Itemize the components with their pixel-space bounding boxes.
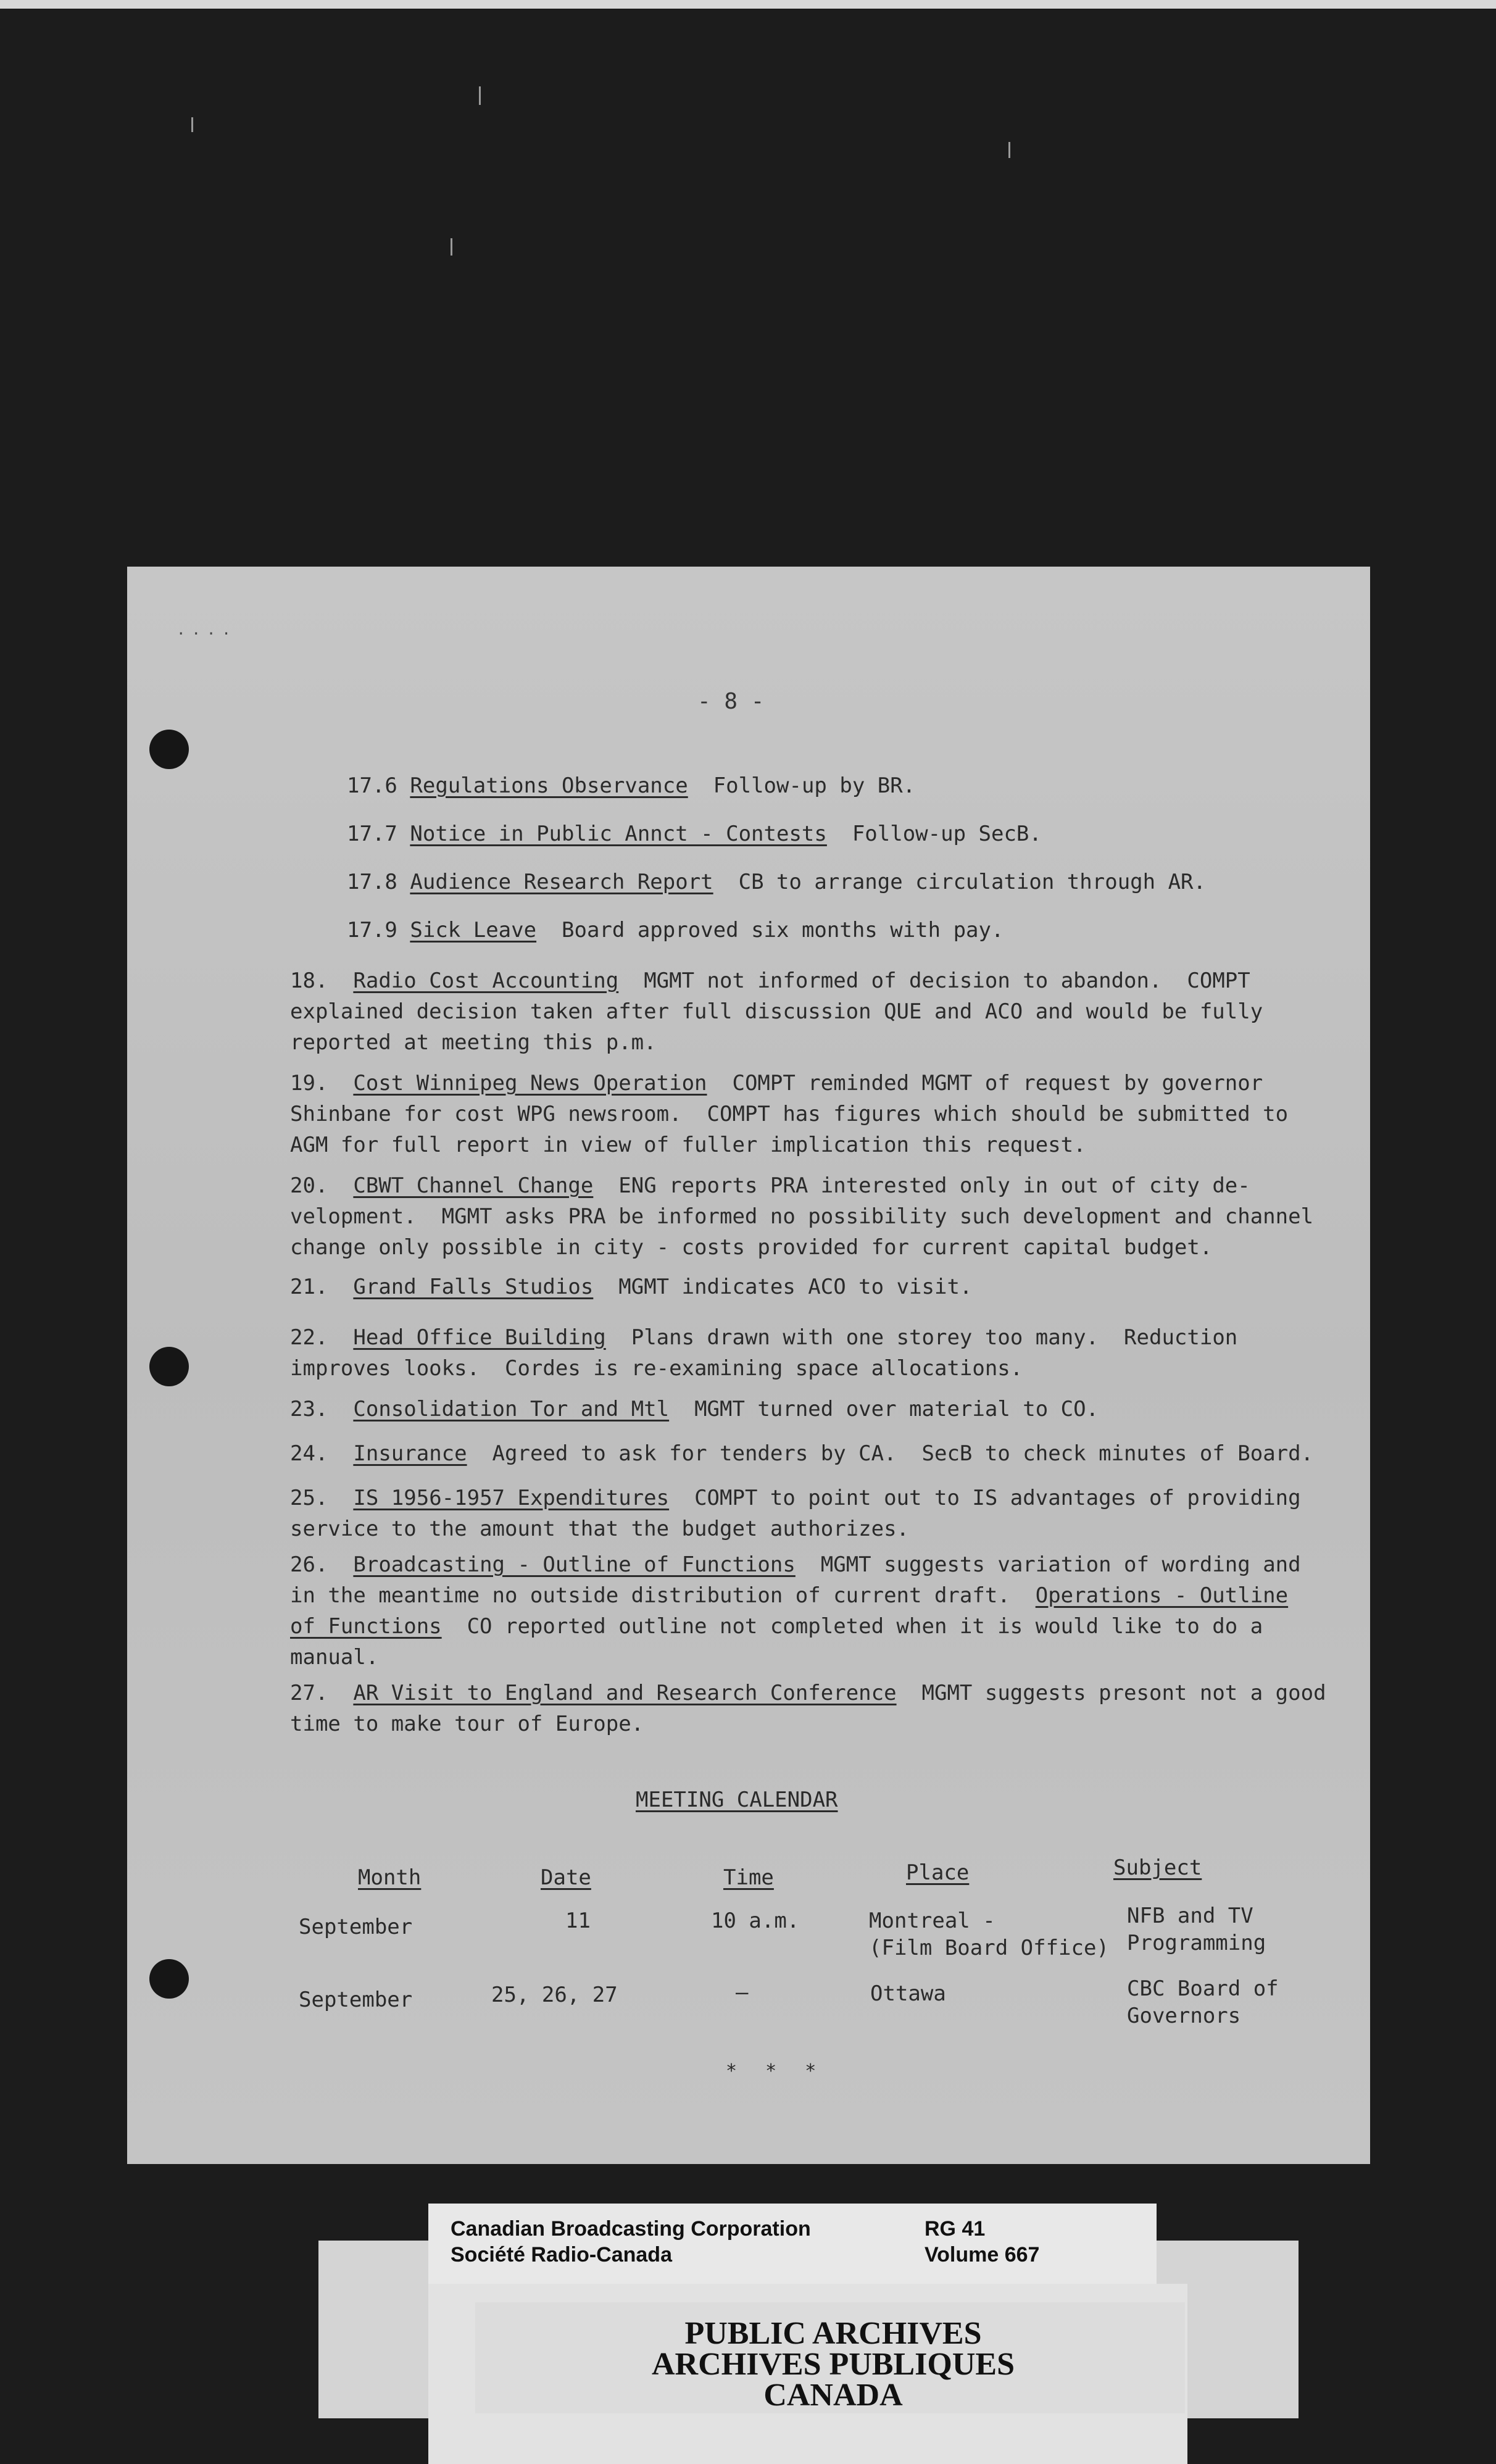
item-number: 22. <box>290 1325 328 1350</box>
item-text-continued: CO reported outline not completed when it is would like to do a <box>441 1614 1263 1639</box>
item-text: COMPT to point out to IS advantages of providing <box>669 1486 1301 1510</box>
film-scratch <box>479 86 481 105</box>
item-title: Audience Research Report <box>410 870 713 894</box>
item-text: Agreed to ask for tenders by CA. SecB to check minutes of Board. <box>467 1441 1314 1466</box>
calendar-time: 10 a.m. <box>711 1908 800 1933</box>
column-header-place: Place <box>906 1860 970 1885</box>
item-text: MGMT not informed of decision to abandon. COMPT <box>618 968 1250 993</box>
column-header-time: Time <box>723 1865 774 1890</box>
column-header-subject: Subject <box>1113 1855 1202 1880</box>
item-number: 27. <box>290 1681 328 1705</box>
item-text-continued: manual. <box>290 1645 379 1670</box>
item-text: MGMT turned over material to CO. <box>669 1397 1099 1421</box>
minute-item <box>347 915 1004 946</box>
item-text: MGMT suggests variation of wording and <box>795 1552 1301 1577</box>
item-number: 17.9 <box>347 918 397 943</box>
calendar-month: September <box>299 1915 413 1939</box>
calendar-subject: CBC Board of Governors <box>1127 1976 1279 2028</box>
item-text-continued: Shinbane for cost WPG newsroom. COMPT has figures which should be submitted to AGM for full report in view of fuller implication this request. <box>290 1102 1289 1157</box>
item-title: AR Visit to England and Research Conference <box>353 1681 897 1705</box>
item-number: 17.8 <box>347 870 397 894</box>
minute-item <box>347 818 1042 849</box>
minute-item <box>290 1438 1313 1469</box>
minute-item <box>290 1483 1301 1544</box>
punch-hole <box>149 1347 189 1386</box>
item-text-continued: time to make tour of Europe. <box>290 1712 644 1736</box>
item-text: MGMT suggests presont not a good <box>896 1681 1326 1705</box>
minute-item <box>290 1272 972 1302</box>
item-text-continued: explained decision taken after full discussion QUE and ACO and would be fully reported at meeting this p.m. <box>290 999 1263 1055</box>
item-title: Consolidation Tor and Mtl <box>353 1397 670 1421</box>
minute-item <box>290 1068 1288 1160</box>
item-text-continued: velopment. MGMT asks PRA be informed no possibility such development and channel change only possible in city - costs provided for current capital budget. <box>290 1204 1314 1260</box>
item-title: Sick Leave <box>410 918 537 943</box>
archives-stamp <box>506 2318 1160 2411</box>
item-text-continued: improves looks. Cordes is re-examining space allocations. <box>290 1356 1023 1381</box>
item-number: 19. <box>290 1071 328 1096</box>
end-mark: * * * <box>726 2060 825 2082</box>
item-text: Follow-up SecB. <box>826 822 1042 846</box>
film-scratch <box>1008 142 1010 158</box>
item-title: CBWT Channel Change <box>353 1173 594 1198</box>
item-number: 17.6 <box>347 773 397 798</box>
film-scratch <box>451 238 452 256</box>
item-number: 17.7 <box>347 822 397 846</box>
film-top-edge <box>0 0 1496 9</box>
minute-item <box>290 965 1263 1058</box>
column-header-month: Month <box>358 1865 422 1890</box>
item-number: 18. <box>290 968 328 993</box>
calendar-place: Montreal - (Film Board Office) <box>869 1908 1109 1960</box>
punch-hole <box>149 730 189 769</box>
minute-item <box>290 1549 1301 1673</box>
calendar-date: 25, 26, 27 <box>491 1983 618 2007</box>
item-number: 25. <box>290 1486 328 1510</box>
minute-item <box>290 1394 1099 1425</box>
calendar-place: Ottawa <box>870 1981 946 2006</box>
item-number: 21. <box>290 1275 328 1299</box>
item-title: Broadcasting - Outline of Functions <box>353 1552 796 1577</box>
minute-item <box>290 1170 1313 1263</box>
archive-volume: Volume 667 <box>925 2243 1040 2266</box>
item-subtitle: of Functions <box>290 1614 442 1639</box>
item-text: ENG reports PRA interested only in out of city de- <box>593 1173 1250 1198</box>
item-text: Board approved six months with pay. <box>536 918 1004 943</box>
item-text: CB to arrange circulation through AR. <box>713 870 1206 894</box>
document-page <box>127 567 1370 2164</box>
item-subtitle: Operations - Outline <box>1035 1583 1289 1608</box>
archive-org-en: Canadian Broadcasting Corporation <box>451 2217 811 2241</box>
calendar-subject: NFB and TV Programming <box>1127 1904 1266 1955</box>
archives-fr: ARCHIVES PUBLIQUES <box>651 2347 1015 2382</box>
calendar-date: 11 <box>565 1908 591 1933</box>
item-title: Notice in Public Annct - Contests <box>410 822 827 846</box>
archive-org-fr: Société Radio-Canada <box>451 2243 672 2266</box>
calendar-time: — <box>736 1980 749 2005</box>
page-number: - 8 - <box>697 689 765 714</box>
item-title: Radio Cost Accounting <box>353 968 619 993</box>
item-text-continued: in the meantime no outside distribution of current draft. <box>290 1583 1036 1608</box>
minute-item <box>347 867 1206 897</box>
margin-dots: .... <box>177 621 237 638</box>
item-text: MGMT indicates ACO to visit. <box>593 1275 973 1299</box>
minute-item <box>290 1322 1237 1384</box>
item-title: IS 1956-1957 Expenditures <box>353 1486 670 1510</box>
item-text: Plans drawn with one storey too many. Reduction <box>605 1325 1238 1350</box>
calendar-title: MEETING CALENDAR <box>636 1788 838 1812</box>
item-title: Regulations Observance <box>410 773 688 798</box>
archives-country: CANADA <box>763 2378 903 2413</box>
item-title: Insurance <box>353 1441 467 1466</box>
archive-rg: RG 41 <box>925 2217 986 2241</box>
archive-label <box>428 2204 1157 2284</box>
punch-hole <box>149 1959 189 1999</box>
archives-en: PUBLIC ARCHIVES <box>684 2316 982 2351</box>
column-header-date: Date <box>541 1865 591 1890</box>
item-title: Grand Falls Studios <box>353 1275 594 1299</box>
item-number: 24. <box>290 1441 328 1466</box>
item-number: 20. <box>290 1173 328 1198</box>
minute-item <box>290 1678 1326 1739</box>
item-text: Follow-up by BR. <box>688 773 916 798</box>
item-title: Head Office Building <box>353 1325 606 1350</box>
item-number: 26. <box>290 1552 328 1577</box>
film-scratch <box>191 117 193 132</box>
item-text: COMPT reminded MGMT of request by governor <box>707 1071 1263 1096</box>
item-number: 23. <box>290 1397 328 1421</box>
calendar-month: September <box>299 1987 413 2012</box>
item-title: Cost Winnipeg News Operation <box>353 1071 707 1096</box>
item-text-continued: service to the amount that the budget authorizes. <box>290 1517 910 1541</box>
minute-item <box>347 770 915 801</box>
